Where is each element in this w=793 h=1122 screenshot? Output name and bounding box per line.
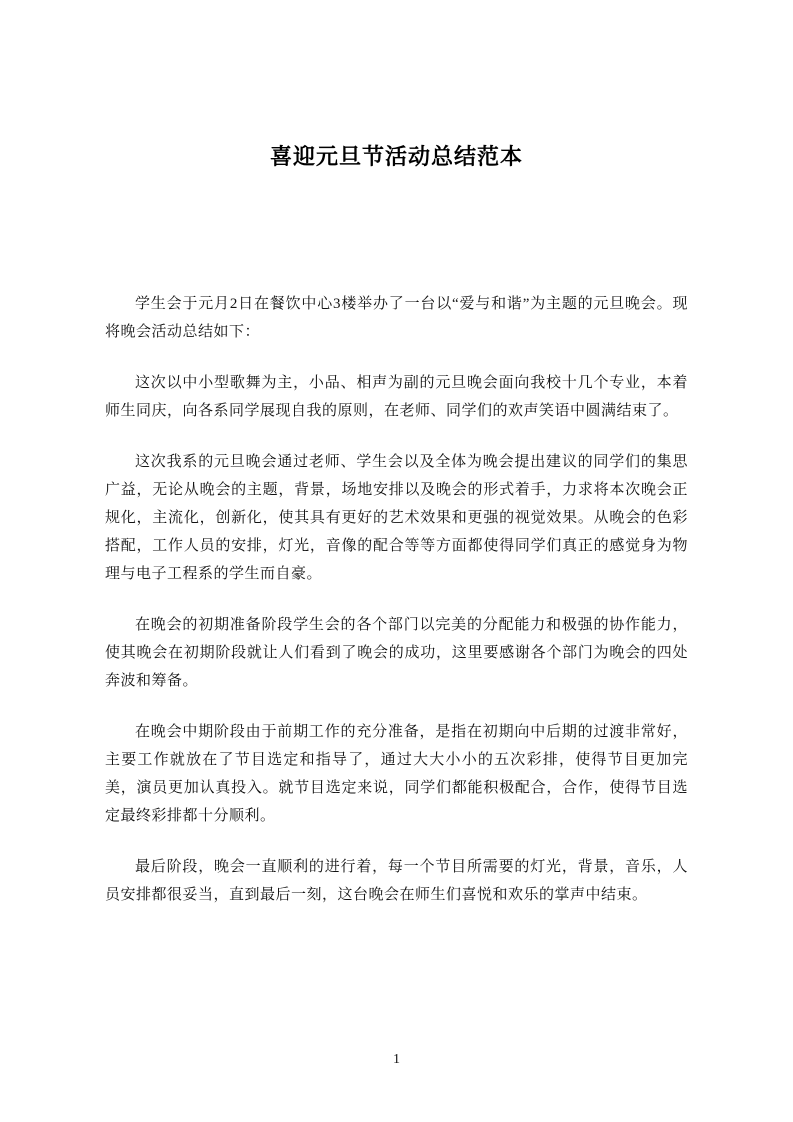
page-footer bbox=[0, 1050, 793, 1070]
paragraph-6: 最后阶段，晚会一直顺利的进行着，每一个节目所需要的灯光，背景，音乐，人员安排都很妥当，直到最后一刻，这台晚会在师生们喜悦和欢乐的掌声中结束。 bbox=[105, 859, 688, 903]
paragraph-4: 在晚会的初期准备阶段学生会的各个部门以完美的分配能力和极强的协作能力，使其晚会在初期阶段就让人们看到了晚会的成功，这里要感谢各个部门为晚会的四处奔波和筹备。 bbox=[105, 617, 688, 689]
paragraph-3: 这次我系的元旦晚会通过老师、学生会以及全体为晚会提出建议的同学们的集思广益，无论从晚会的主题，背景，场地安排以及晚会的形式着手，力求将本次晚会正规化，主流化，创新化，使其具有更好的艺术效果和更强的视觉效果。从晚会的色彩搭配，工作人员的安排，灯光，音像的配合等等方面都使得同学们真正的感觉身为物理与电子工程系的学生而自豪。 bbox=[105, 454, 688, 582]
document-body bbox=[105, 290, 688, 909]
page-number: 1 bbox=[393, 1052, 400, 1067]
document-title: 喜迎元旦节活动总结范本 bbox=[269, 144, 523, 169]
paragraph-5: 在晚会中期阶段由于前期工作的充分准备，是指在初期向中后期的过渡非常好，主要工作就放在了节目选定和指导了，通过大大小小的五次彩排，使得节目更加完美，演员更加认真投入。就节目选定来说，同学们都能积极配合，合作，使得节目选定最终彩排都十分顺利。 bbox=[105, 724, 688, 824]
paragraph-2: 这次以中小型歌舞为主，小品、相声为副的元旦晚会面向我校十几个专业，本着师生同庆，向各系同学展现自我的原则，在老师、同学们的欢声笑语中圆满结束了。 bbox=[105, 375, 688, 419]
paragraph-1: 学生会于元月2日在餐饮中心3楼举办了一台以“爱与和谐”为主题的元旦晚会。现将晚会活动总结如下： bbox=[105, 296, 688, 340]
